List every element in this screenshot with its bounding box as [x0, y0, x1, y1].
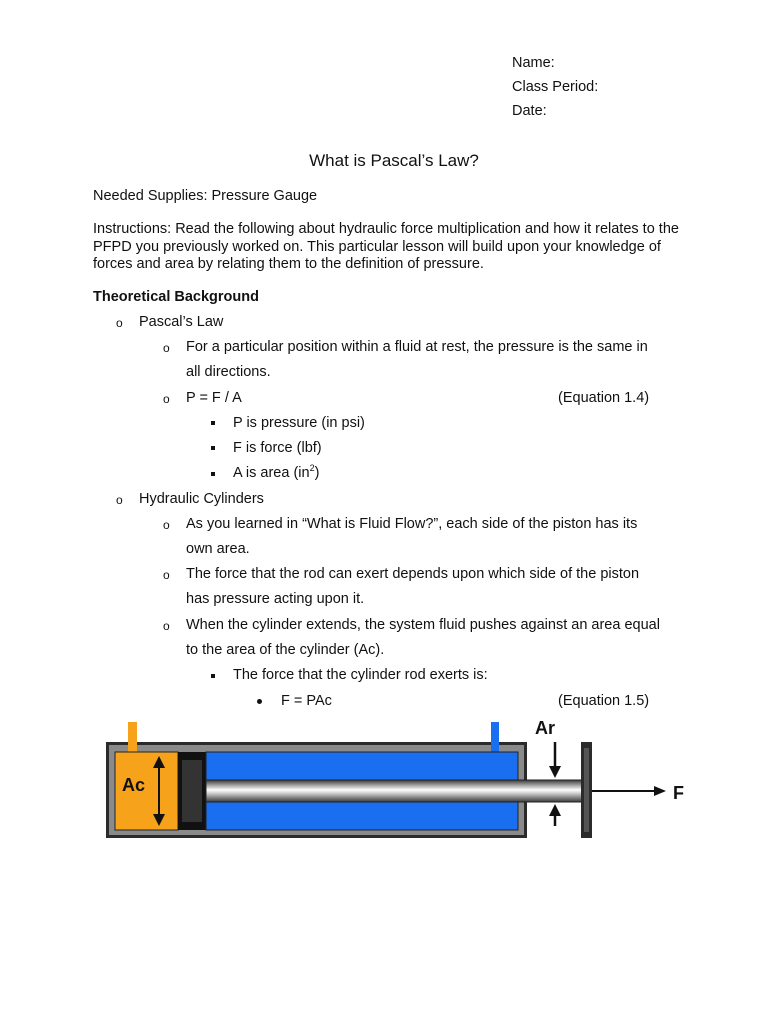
outline-bullet: o	[163, 341, 170, 355]
class-period-label: Class Period:	[512, 79, 599, 95]
ac-label: Ac	[122, 775, 146, 795]
force-label: F	[673, 783, 684, 803]
ar-arrow-down-head	[549, 766, 561, 778]
name-label: Name:	[512, 55, 555, 71]
equation-1-5-label: (Equation 1.5)	[558, 693, 650, 709]
outline-bullet: o	[163, 392, 170, 406]
outline-bullet: o	[163, 518, 170, 532]
outline-bullet: o	[163, 619, 170, 633]
pascal-point-1-line-1: For a particular position within a fluid at rest, the pressure is the same in	[186, 339, 648, 355]
supplies-text: Needed Supplies: Pressure Gauge	[93, 188, 318, 204]
force-arrow-head	[654, 786, 666, 796]
pascal-point-1-line-2: all directions.	[186, 364, 271, 380]
cylinders-point-1-line-1: As you learned in “What is Fluid Flow?”, each side of the piston has its	[186, 516, 638, 532]
outline-bullet: o	[116, 493, 123, 507]
def-area-close: )	[314, 465, 320, 481]
cylinders-point-2-line-2: has pressure acting upon it.	[186, 591, 365, 607]
equation-1-4-label: (Equation 1.4)	[558, 390, 650, 406]
piston-rod	[206, 780, 582, 802]
date-label: Date:	[512, 103, 547, 119]
ar-label: Ar	[535, 718, 556, 738]
instructions-paragraph: Instructions: Read the following about hydraulic force multiplication and how it relates to the PFPD you previously worked on. This particular lesson will build upon your knowledge of forces and area by relating them to the definition of pressure.	[93, 221, 679, 272]
def-pressure: P is pressure (in psi)	[233, 415, 365, 431]
def-force: F is force (lbf)	[233, 440, 322, 456]
pascal-formula: P = F / A	[186, 390, 242, 406]
cap-end-port	[128, 722, 137, 752]
rod-end-port	[491, 722, 499, 752]
cylinders-heading: Hydraulic Cylinders	[139, 491, 264, 507]
outline-bullet: o	[163, 568, 170, 582]
ar-arrow-up-head	[549, 804, 561, 816]
piston-face	[182, 760, 202, 822]
cylinders-formula: F = PAc	[281, 693, 332, 709]
cylinders-point-2-line-1: The force that the rod can exert depends upon which side of the piston	[186, 566, 640, 582]
section-heading: Theoretical Background	[93, 289, 259, 305]
outline-bullet: o	[116, 316, 123, 330]
def-area-superscript: 2	[309, 463, 315, 474]
cylinders-point-3-line-2: to the area of the cylinder (Ac).	[186, 642, 385, 658]
def-area-text: A is area (in	[233, 465, 310, 481]
cylinders-point-1-line-2: own area.	[186, 541, 250, 557]
cylinders-point-3-line-1: When the cylinder extends, the system fluid pushes against an area equal	[186, 617, 660, 633]
cylinders-sub-point: The force that the cylinder rod exerts is:	[233, 667, 488, 683]
pascal-heading: Pascal’s Law	[139, 314, 224, 330]
page-title: What is Pascal’s Law?	[309, 151, 479, 170]
rod-end-plate-highlight	[584, 748, 589, 832]
